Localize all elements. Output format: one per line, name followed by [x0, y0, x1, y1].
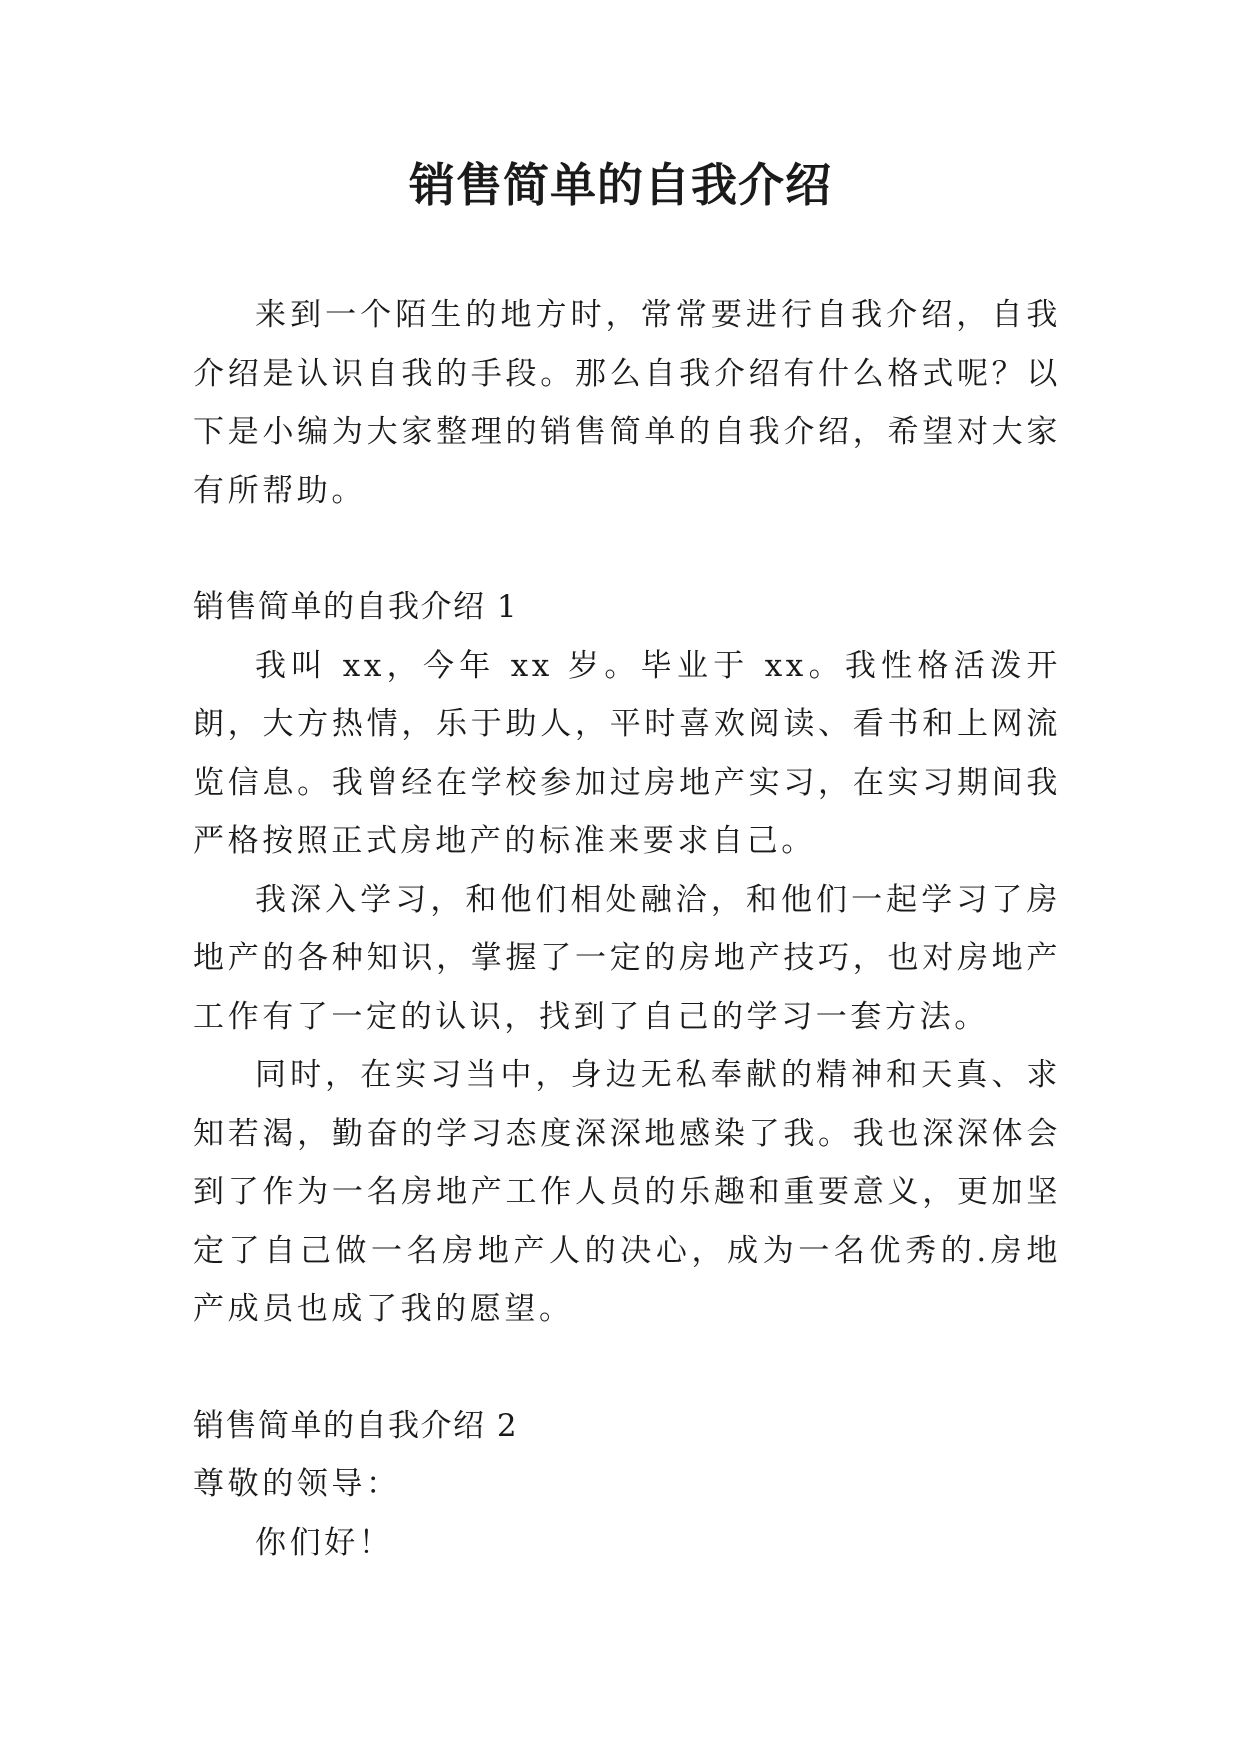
- section-1-paragraph-1: 我叫 xx，今年 xx 岁。毕业于 xx。我性格活泼开朗，大方热情，乐于助人，平时喜欢阅读、看书和上网流览信息。我曾经在学校参加过房地产实习，在实习期间我严格按照正式房地产的标准来要求自己。: [193, 647, 1061, 859]
- section-2-greeting: 你们好！: [255, 1524, 394, 1561]
- spacer: [193, 1339, 1061, 1397]
- spacer: [193, 520, 1061, 578]
- section-2-salutation: 尊敬的领导：: [193, 1466, 401, 1502]
- section-1-paragraph-3: 同时，在实习当中，身边无私奉献的精神和天真、求知若渴，勤奋的学习态度深深地感染了我。我也深深体会到了作为一名房地产工作人员的乐趣和重要意义，更加坚定了自己做一名房地产人的决心，成为一名优秀的.房地产成员也成了我的愿望。: [193, 1057, 1061, 1327]
- document-body: [193, 286, 1061, 1572]
- intro-paragraph: 来到一个陌生的地方时，常常要进行自我介绍，自我介绍是认识自我的手段。那么自我介绍有什么格式呢？以下是小编为大家整理的销售简单的自我介绍，希望对大家有所帮助。: [193, 297, 1061, 509]
- section-1-heading: 销售简单的自我介绍 1: [193, 589, 519, 625]
- section-2-heading: 销售简单的自我介绍 2: [193, 1407, 519, 1444]
- section-1-paragraph-2: 我深入学习，和他们相处融洽，和他们一起学习了房地产的各种知识，掌握了一定的房地产技巧，也对房地产工作有了一定的认识，找到了自己的学习一套方法。: [193, 881, 1061, 1035]
- document-title: 销售简单的自我介绍: [409, 158, 832, 212]
